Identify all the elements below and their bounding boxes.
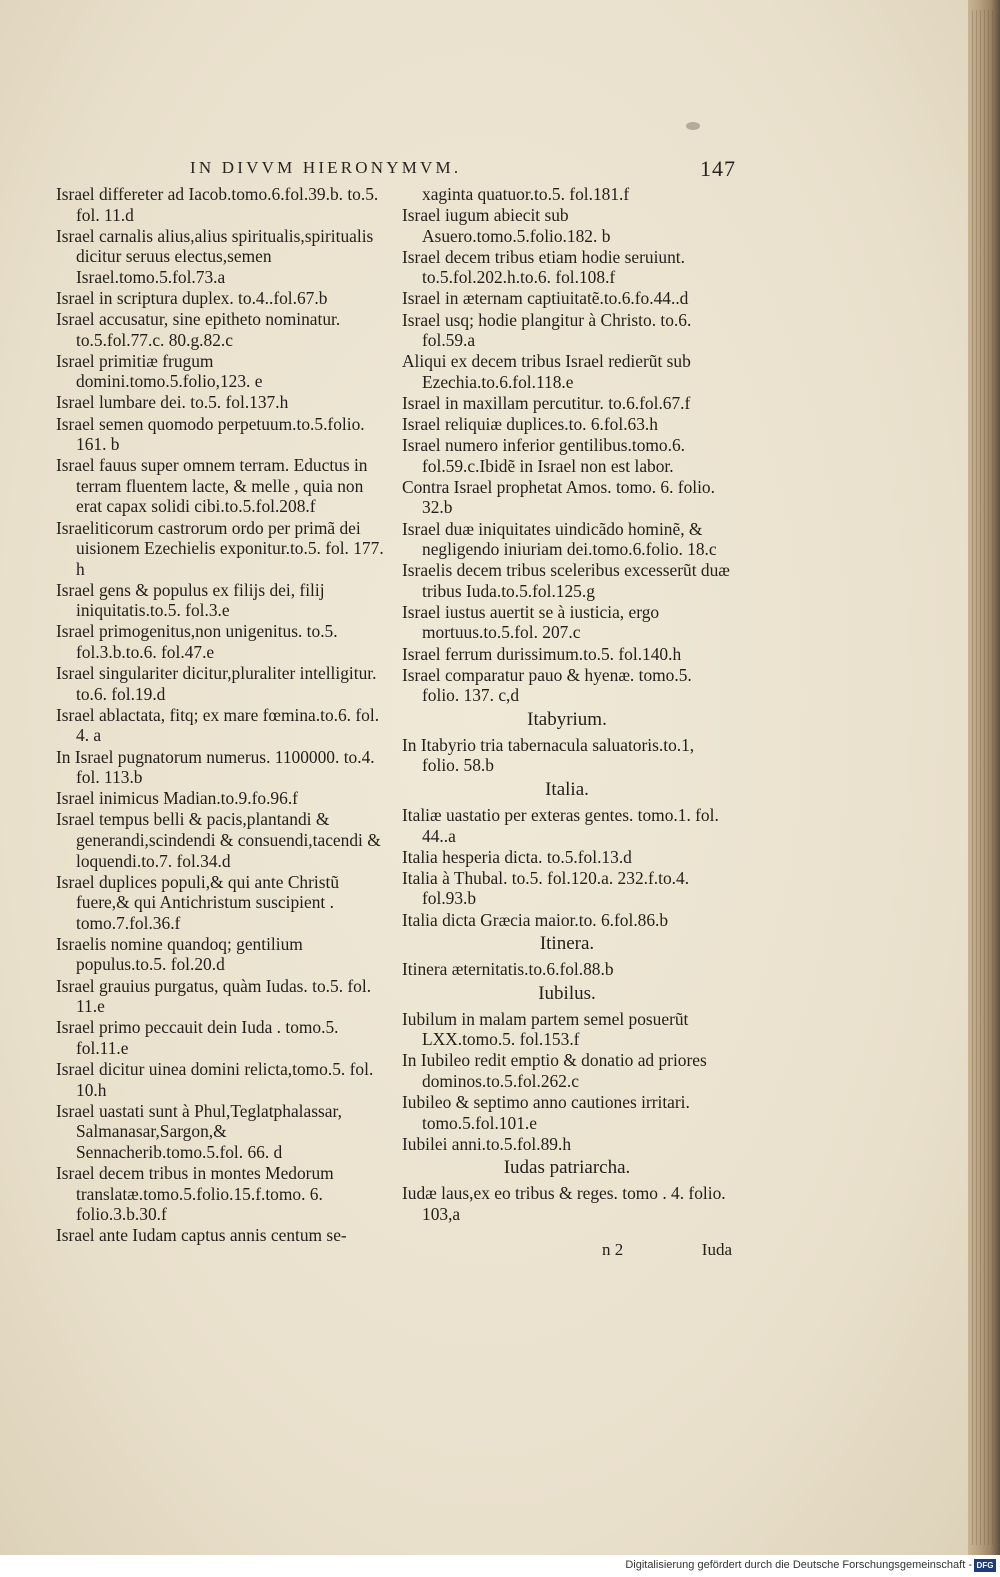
running-head: IN DIVVM HIERONYMVM. <box>190 158 462 177</box>
section-heading: Itabyrium. <box>527 708 607 730</box>
right-column <box>402 184 732 1225</box>
index-entry: Israelis nomine quandoq; gentilium populus.to.5. fol.20.d <box>56 933 303 975</box>
index-entry: Israel primogenitus,non unigenitus. to.5. fol.3.b.to.6. fol.47.e <box>56 621 338 663</box>
index-entry: Israel ablactata, fitq; ex mare fœmina.to.6. fol. 4. a <box>56 704 380 746</box>
index-entry: Italia dicta Græcia maior.to. 6.fol.86.b <box>402 909 669 930</box>
catchword: Iuda <box>701 1240 732 1259</box>
footer-bar <box>0 1555 1000 1577</box>
dfg-logo: DFG <box>974 1559 996 1572</box>
index-entry: In Itabyrio tria tabernacula saluatoris.to.1, folio. 58.b <box>402 734 695 776</box>
index-entry: Israel semen quomodo perpetuum.to.5.folio. 161. b <box>56 413 365 455</box>
footer-credit: Digitalisierung gefördert durch die Deutsche Forschungsgemeinschaft - <box>625 1559 972 1571</box>
index-entry: Israel uastati sunt à Phul,Teglatphalassar, Salmanasar,Sargon,& Sennacherib.tomo.5.fol. 66. d <box>56 1100 342 1162</box>
index-entry: Israel iugum abiecit sub Asuero.tomo.5.folio.182. b <box>402 205 611 246</box>
section-heading: Itinera. <box>539 933 595 955</box>
index-entry: Italiæ uastatio per exteras gentes. tomo.1. fol. 44..a <box>402 805 719 846</box>
index-entry: Israel differeter ad Iacob.tomo.6.fol.39.b. to.5. fol. 11.d <box>56 184 379 225</box>
index-entry: Iubilei anni.to.5.fol.89.h <box>402 1133 572 1154</box>
index-entry: Israel duplices populi,& qui ante Christũ fuere,& qui Antichristum suscipient . tomo.7.fol.36.f <box>56 871 340 933</box>
left-column <box>56 184 390 1246</box>
ink-smudge <box>686 122 700 130</box>
index-entry: Israel ante Iudam captus annis centum se- <box>56 1225 347 1246</box>
index-entry: Israel comparatur pauo & hyenæ. tomo.5. folio. 137. c,d <box>402 664 692 706</box>
index-entry: Israel grauius purgatus, quàm Iudas. to.5. fol. 11.e <box>56 975 372 1017</box>
index-entry: Israeliticorum castrorum ordo per primã dei uisionem Ezechielis exponitur.to.5. fol. 177. h <box>56 517 384 579</box>
index-entry: Israel decem tribus in montes Medorum translatæ.tomo.5.folio.15.f.tomo. 6. folio.3.b.30.f <box>56 1162 334 1225</box>
index-entry-continuation: xaginta quatuor.to.5. fol.181.f <box>422 184 630 204</box>
index-entry: Iubileo & septimo anno cautiones irritari. tomo.5.fol.101.e <box>402 1092 690 1133</box>
section-heading: Italia. <box>545 779 589 801</box>
index-entry: Israel dicitur uinea domini relicta,tomo.5. fol. 10.h <box>56 1058 374 1100</box>
index-entry: Contra Israel prophetat Amos. tomo. 6. folio. 32.b <box>402 476 715 518</box>
index-entry: Israel lumbare dei. to.5. fol.137.h <box>56 392 289 413</box>
index-entry: Israel decem tribus etiam hodie seruiunt. to.5.fol.202.h.to.6. fol.108.f <box>402 246 685 288</box>
index-entry: Israel tempus belli & pacis,plantandi & generandi,scindendi & consuendi,tacendi & loquendi.to.7. fol.34.d <box>56 809 381 871</box>
index-entry: Israel in æternam captiuitatẽ.to.6.fo.44..d <box>402 288 689 309</box>
index-entry: Israel carnalis alius,alius spiritualis,spiritualis dicitur seruus electus,semen Israel.tomo.5.fol.73.a <box>56 225 374 287</box>
section-heading: Iubilus. <box>538 982 596 1004</box>
index-entry: Israel singulariter dicitur,pluraliter intelligitur. to.6. fol.19.d <box>56 663 377 704</box>
index-entry: Iubilum in malam partem semel posuerũt LXX.tomo.5. fol.153.f <box>402 1008 689 1050</box>
index-entry: Israel inimicus Madian.to.9.fo.96.f <box>56 788 298 809</box>
signature-mark: n 2 <box>602 1240 624 1259</box>
index-entry: Israel gens & populus ex filijs dei, filij iniquitatis.to.5. fol.3.e <box>56 579 325 621</box>
index-entry: Itinera æternitatis.to.6.fol.88.b <box>402 959 614 980</box>
index-entry: Israel usq; hodie plangitur à Christo. to.6. fol.59.a <box>402 309 692 351</box>
index-entry: Israel accusatur, sine epitheto nominatur. to.5.fol.77.c. 80.g.82.c <box>56 309 341 350</box>
index-entry: Israel numero inferior gentilibus.tomo.6. fol.59.c.Ibidẽ in Israel non est labor. <box>402 435 686 476</box>
page-stack-lines <box>972 10 994 1545</box>
index-entry: Italia à Thubal. to.5. fol.120.a. 232.f.to.4. fol.93.b <box>402 867 690 909</box>
index-entry: Israel in scriptura duplex. to.4..fol.67.b <box>56 287 328 308</box>
index-entry: Italia hesperia dicta. to.5.fol.13.d <box>402 846 632 867</box>
index-entry: Iudæ laus,ex eo tribus & reges. tomo . 4. folio. 103,a <box>402 1183 726 1224</box>
index-entry: Israel fauus super omnem terram. Eductus in terram fluentem lacte, & melle , quia non erat capax solidi cibi.to.5.fol.208.f <box>56 455 368 517</box>
catchword-line <box>602 1240 732 1260</box>
index-entry: Israel primo peccauit dein Iuda . tomo.5. fol.11.e <box>56 1017 339 1058</box>
index-entry: Israel ferrum durissimum.to.5. fol.140.h <box>402 643 682 664</box>
index-entry: Aliqui ex decem tribus Israel redierũt sub Ezechia.to.6.fol.118.e <box>402 351 691 392</box>
index-entry: Israel in maxillam percutitur. to.6.fol.67.f <box>402 392 691 413</box>
index-entry: Israelis decem tribus sceleribus excesserũt duæ tribus Iuda.to.5.fol.125.g <box>402 560 730 601</box>
page-number: 147 <box>700 156 736 181</box>
section-heading: Iudas patriarcha. <box>503 1157 631 1179</box>
index-entry: Israel primitiæ frugum domini.tomo.5.folio,123. e <box>56 350 263 392</box>
index-entry: In Israel pugnatorum numerus. 1100000. to.4. fol. 113.b <box>56 746 375 788</box>
index-entry: Israel iustus auertit se à iusticia, ergo mortuus.to.5.fol. 207.c <box>402 601 660 643</box>
index-entry: In Iubileo redit emptio & donatio ad priores dominos.to.5.fol.262.c <box>402 1050 707 1091</box>
index-entry: Israel duæ iniquitates uindicãdo hominẽ, & negligendo iniuriam dei.tomo.6.folio. 18.c <box>402 518 717 560</box>
index-entry: Israel reliquiæ duplices.to. 6.fol.63.h <box>402 414 658 435</box>
